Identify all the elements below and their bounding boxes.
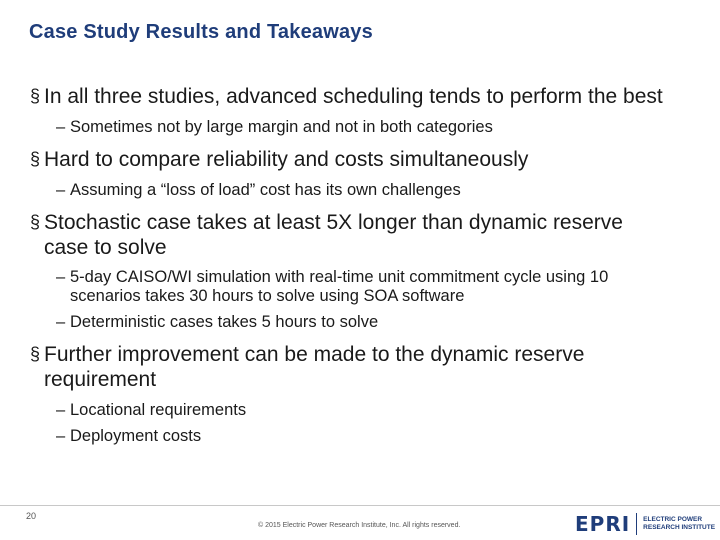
dash-icon: –: [56, 401, 66, 419]
bullet-text: Further improvement can be made to the dynamic reserve requirement: [44, 343, 585, 391]
bullet-marker-icon: §: [30, 212, 41, 232]
sub-bullet-item: [30, 117, 670, 137]
sub-bullet-text: Deployment costs: [70, 427, 202, 445]
sub-bullet-item: [30, 180, 670, 200]
sub-bullet-text: Locational requirements: [70, 401, 247, 419]
sub-bullet-text: Assuming a “loss of load” cost has its own challenges: [70, 181, 461, 199]
bullet-text: Hard to compare reliability and costs simultaneously: [44, 148, 529, 171]
epri-logo: [575, 512, 715, 536]
bullet-marker-icon: §: [30, 86, 41, 106]
page-number: 20: [26, 511, 37, 521]
bullet-item: [30, 342, 670, 392]
logo-divider: [636, 513, 637, 535]
sub-bullet-text: Deterministic cases takes 5 hours to solve: [70, 313, 379, 331]
bullet-item: [30, 147, 670, 172]
dash-icon: –: [56, 313, 66, 331]
slide-title: Case Study Results and Takeaways: [29, 21, 373, 43]
sub-bullet-text: Sometimes not by large margin and not in both categories: [70, 118, 493, 136]
dash-icon: –: [56, 118, 66, 136]
copyright-notice: © 2015 Electric Power Research Institute, Inc. All rights reserved.: [258, 522, 461, 529]
bullet-item: [30, 84, 670, 109]
sub-bullet-item: [30, 312, 670, 332]
dash-icon: –: [56, 268, 66, 286]
sub-bullet-item: [30, 426, 670, 446]
dash-icon: –: [56, 427, 66, 445]
sub-bullet-item: [30, 400, 670, 420]
bullet-item: [30, 210, 670, 260]
footer-divider: [0, 505, 720, 506]
dash-icon: –: [56, 181, 66, 199]
bullet-text: Stochastic case takes at least 5X longer than dynamic reserve case to solve: [44, 211, 623, 259]
sub-bullet-item: [30, 268, 670, 306]
bullet-list: [30, 84, 670, 452]
logo-tagline: ELECTRIC POWER RESEARCH INSTITUTE: [643, 516, 716, 531]
bullet-text: In all three studies, advanced scheduling tends to perform the best: [44, 85, 663, 108]
sub-bullet-text: 5-day CAISO/WI simulation with real-time unit commitment cycle using 10 scenarios takes 30 hours to solve using SOA software: [70, 268, 609, 305]
bullet-marker-icon: §: [30, 344, 41, 364]
bullet-marker-icon: §: [30, 149, 41, 169]
logo-mark: EPRI: [575, 512, 631, 536]
